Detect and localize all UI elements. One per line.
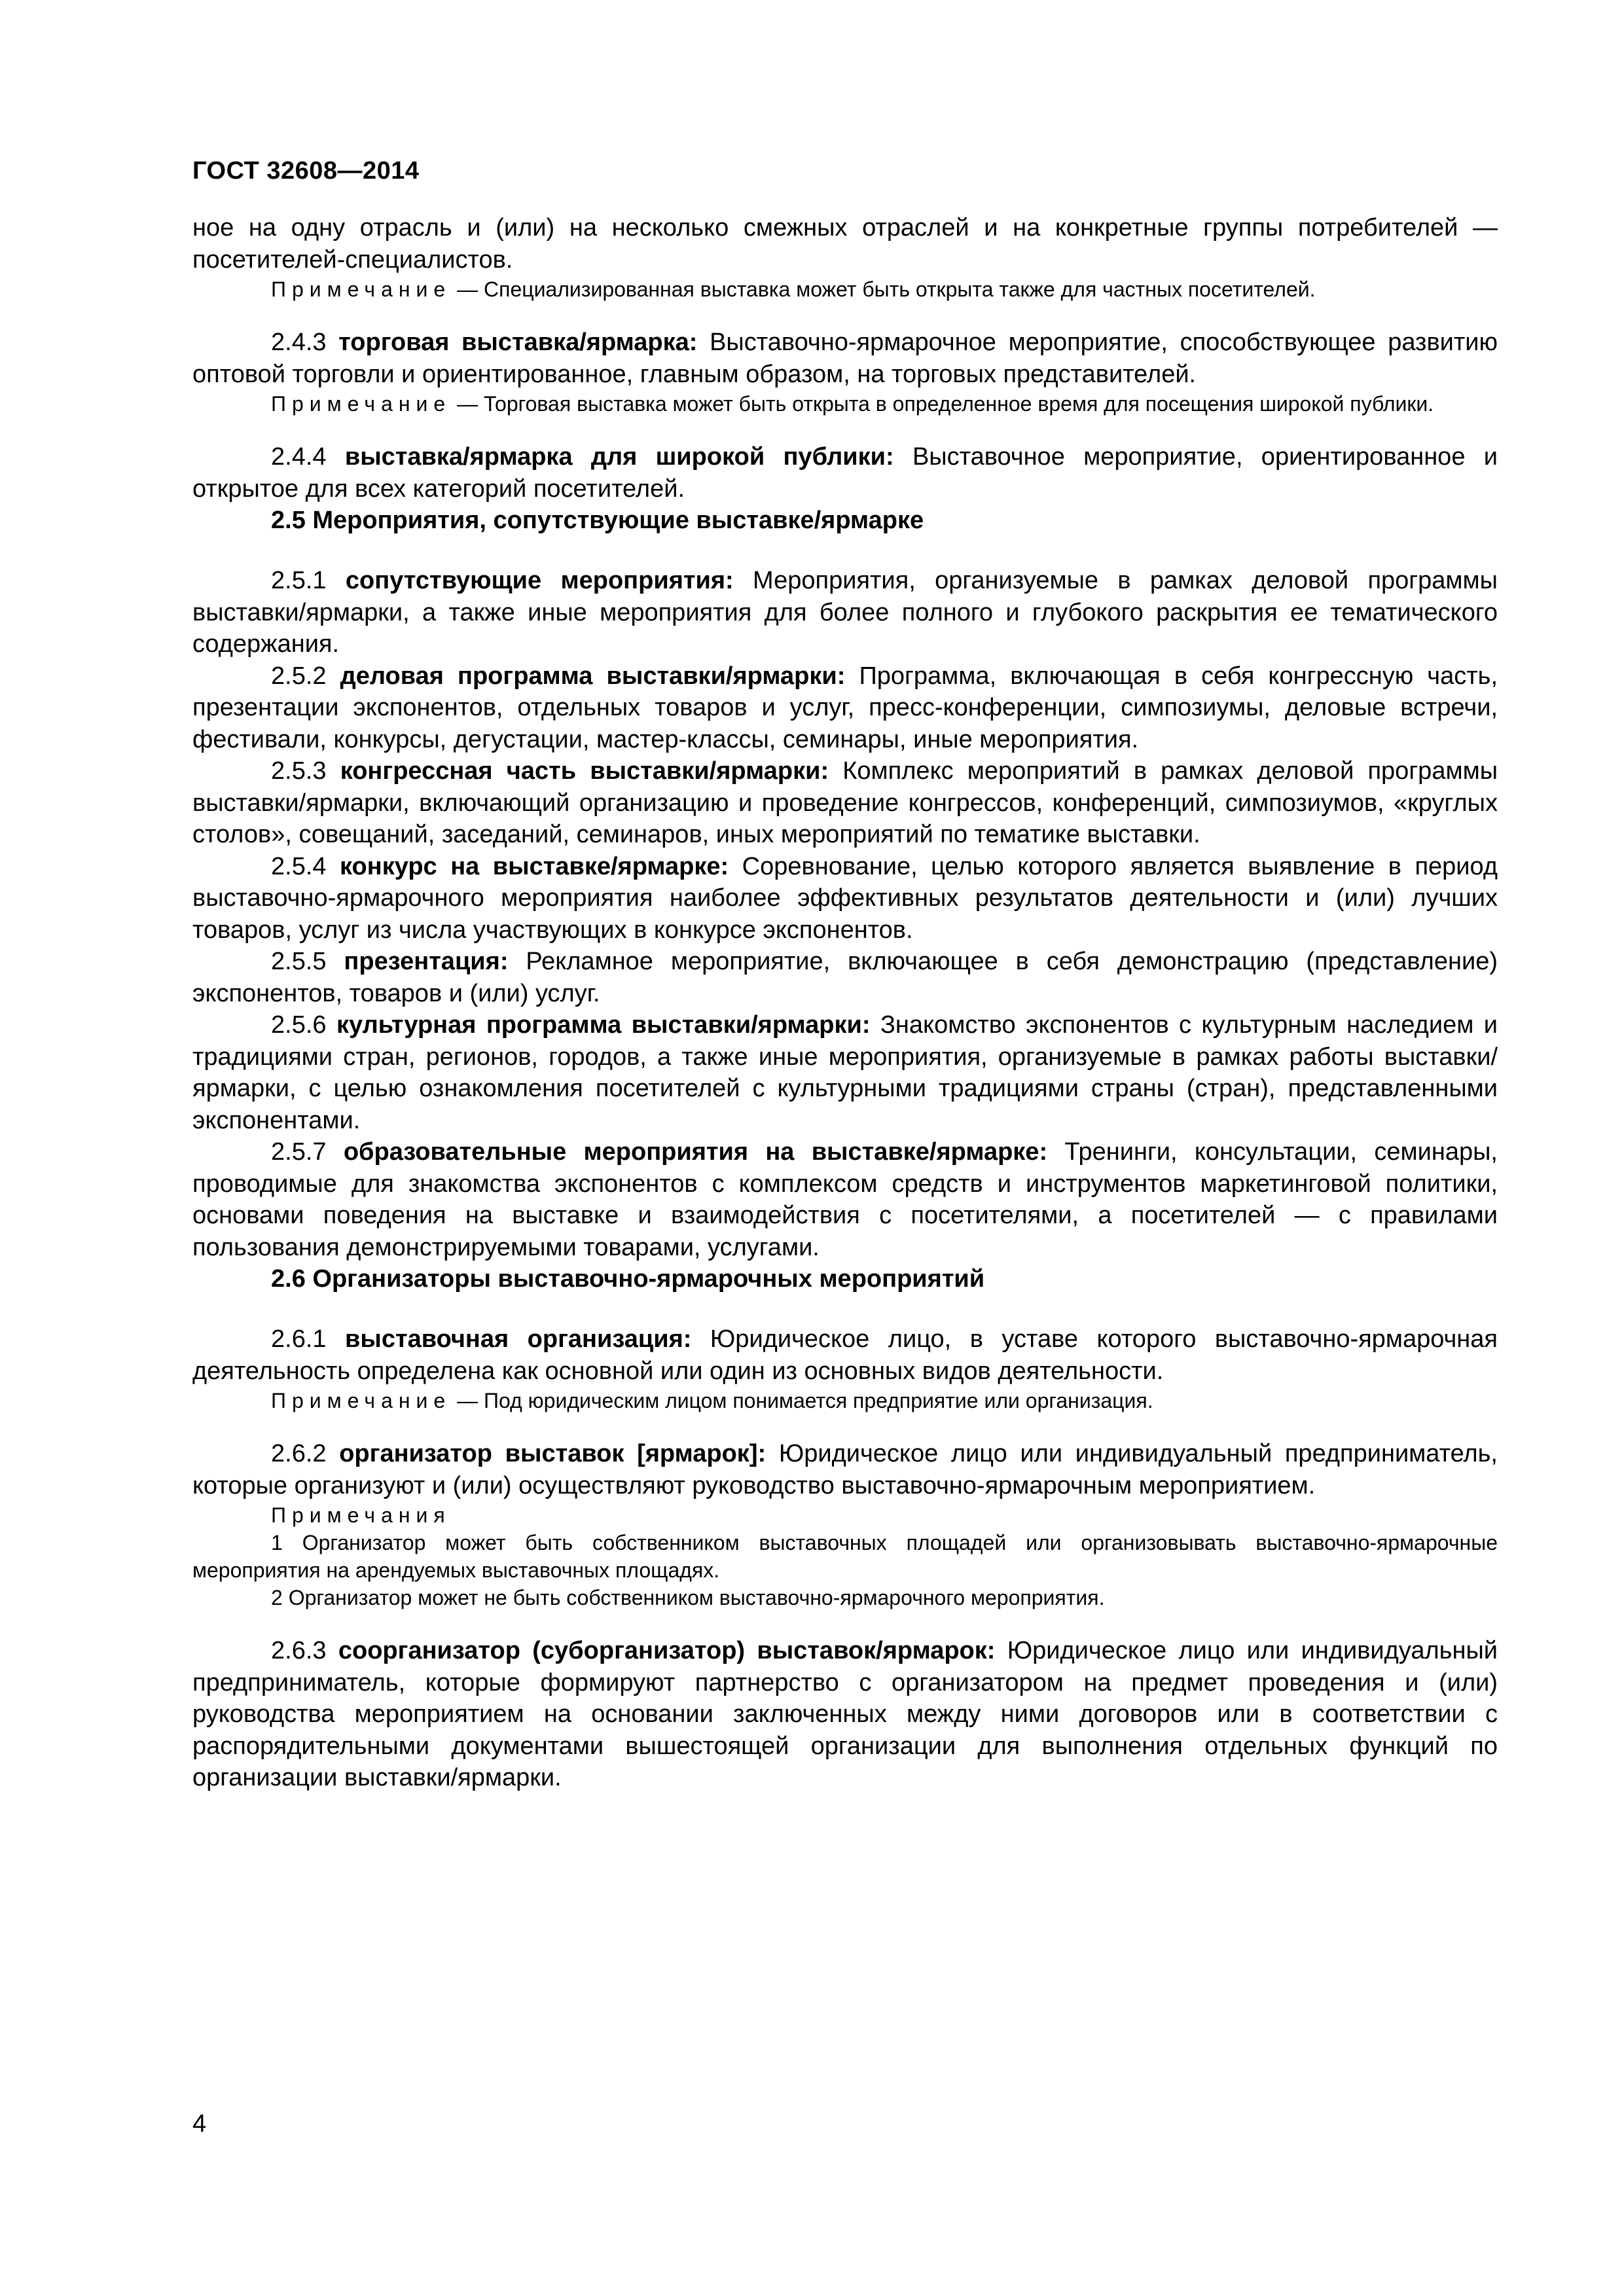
note-dash: —: [451, 278, 484, 301]
definition-text: Рекламное мероприятие, включающее в себя демонстрацию (представление) экспонентов, товаров и (или) услуг.: [192, 948, 1498, 1007]
note-trade-exhibition: [192, 390, 1498, 418]
definition-text: Тренинги, консультации, семинары, проводимые для знакомства экспонентов с комплексом средств и инструментов маркетинговой политики, основами поведения на выставке и взаимодействия с посетителями, а посетителей — с правилами пользования демонстрируемыми товарами, услугами.: [192, 1138, 1498, 1261]
page-number: 4: [192, 2110, 207, 2138]
note-text: Специализированная выставка может быть открыта также для частных посетителей.: [484, 278, 1316, 301]
definition-2-4-4: [192, 441, 1498, 505]
defined-term: сопутствующие мероприятия:: [345, 567, 734, 594]
definition-2-5-5: [192, 946, 1498, 1009]
definition-text: Юридическое лицо или индивидуальный предприниматель, которые формируют партнерство с организатором на предмет проведения и (или) руководства мероприятием на основании заключенных между ними договоров или в соответствии с распорядительными документами вышестоящей организации для выполнения отдельных функций по организации выставки/ярмарки.: [192, 1637, 1498, 1791]
definition-2-6-2: [192, 1438, 1498, 1501]
defined-term: организатор выставок [ярмарок]:: [339, 1440, 767, 1467]
clause-number: 2.4.4: [271, 443, 345, 471]
definition-text: Программа, включающая в себя конгрессную часть, презентации экспонентов, отдельных товаров и услуг, пресс-конференции, симпозиумы, деловые встречи, фестивали, конкурсы, дегустации, мастер-классы, семинары, иные мероприятия.: [192, 662, 1498, 753]
section-heading-2-6: 2.6 Организаторы выставочно-ярмарочных мероприятий: [271, 1265, 985, 1293]
definition-text: Знакомство экспонентов с культурным наследием и традициями стран, регионов, городов, а также иные мероприятия, организуемые в рамках работы выставки/ярмарки, с целью ознакомления посетителей с культурными традициями страны (стран), представленными экспонентами.: [192, 1011, 1498, 1134]
note-text: Торговая выставка может быть открыта в определенное время для посещения широкой публики.: [484, 392, 1434, 416]
definition-2-5-1: [192, 565, 1498, 660]
clause-number: 2.6.1: [271, 1325, 346, 1353]
note-text: Под юридическим лицом понимается предприятие или организация.: [484, 1389, 1153, 1412]
definition-text: Юридическое лицо или индивидуальный предприниматель, которые организуют и (или) осуществляют руководство выставочно-ярмарочным мероприятием.: [192, 1440, 1498, 1499]
standard-designation: ГОСТ 32608—2014: [192, 157, 420, 185]
definition-text: Комплекс мероприятий в рамках деловой программы выставки/ярмарки, включающий организацию и проведение конгрессов, конференций, симпозиумов, «круглых столов», совещаний, заседаний, семинаров, иных мероприятий по тематике выставки.: [192, 757, 1498, 848]
defined-term: образовательные мероприятия на выставке/ярмарке:: [343, 1138, 1048, 1166]
clause-number: 2.6.2: [271, 1440, 340, 1467]
clause-number: 2.5.5: [271, 948, 344, 975]
clause-number: 2.6.3: [271, 1637, 338, 1664]
clause-number: 2.5.7: [271, 1138, 344, 1166]
note-dash: —: [451, 392, 484, 416]
definition-text: Юридическое лицо, в уставе которого выставочно-ярмарочная деятельность определена как основной или один из основных видов деятельности.: [192, 1325, 1498, 1385]
clause-number: 2.5.3: [271, 757, 340, 785]
note-label: Примечание: [271, 1389, 452, 1412]
defined-term: выставочная организация:: [345, 1325, 692, 1353]
note-dash: —: [451, 1389, 484, 1412]
defined-term: соорганизатор (суборганизатор) выставок/ярмарок:: [338, 1637, 996, 1664]
clause-number: 2.4.3: [271, 329, 339, 356]
note-specialized-exhibition: [192, 276, 1498, 303]
note-item-1: 1 Организатор может быть собственником выставочных площадей или организовывать выставочно-ярмарочные мероприятия на арендуемых выставочных площадях.: [192, 1531, 1498, 1582]
defined-term: культурная программа выставки/ярмарки:: [336, 1011, 871, 1039]
section-heading-2-5: 2.5 Мероприятия, сопутствующие выставке/ярмарке: [271, 507, 924, 534]
definition-text: Выставочное мероприятие, ориентированное и открытое для всех категорий посетителей.: [192, 443, 1498, 503]
clause-number: 2.5.1: [271, 567, 346, 594]
notes-heading: Примечания: [271, 1503, 451, 1527]
definition-2-5-7: [192, 1136, 1498, 1263]
definition-2-4-3: [192, 327, 1498, 390]
definition-2-5-6: [192, 1009, 1498, 1136]
definition-text: Мероприятия, организуемые в рамках деловой программы выставки/ярмарки, а также иные мероприятия для более полного и глубокого раскрытия ее тематического содержания.: [192, 567, 1498, 658]
defined-term: конкурс на выставке/ярмарке:: [340, 852, 729, 880]
defined-term: торговая выставка/ярмарка:: [338, 329, 698, 356]
note-item-2: 2 Организатор может не быть собственником выставочно-ярмарочного мероприятия.: [271, 1586, 1105, 1609]
intro-paragraph: ное на одну отрасль и (или) на несколько смежных отраслей и на конкретные группы потребителей — посетителей-специалистов.: [192, 214, 1498, 274]
clause-number: 2.5.4: [271, 852, 340, 880]
note-label: Примечание: [271, 278, 452, 301]
definition-text: Соревнование, целью которого является выявление в период выставочно-ярмарочного мероприятия наиболее эффективных результатов деятельности и (или) лучших товаров, услуг из числа участвующих в конкурсе экспонентов.: [192, 852, 1498, 944]
defined-term: выставка/ярмарка для широкой публики:: [344, 443, 894, 471]
note-label: Примечание: [271, 392, 452, 416]
definition-2-6-1: [192, 1323, 1498, 1387]
defined-term: конгрессная часть выставки/ярмарки:: [340, 757, 829, 785]
clause-number: 2.5.2: [271, 662, 340, 690]
note-legal-entity: [192, 1387, 1498, 1414]
definition-text: Выставочно-ярмарочное мероприятие, способствующее развитию оптовой торговли и ориентированное, главным образом, на торговых представителей.: [192, 329, 1498, 388]
definition-2-6-3: [192, 1635, 1498, 1794]
definition-2-5-3: [192, 755, 1498, 851]
definition-2-5-2: [192, 660, 1498, 756]
clause-number: 2.5.6: [271, 1011, 336, 1039]
defined-term: деловая программа выставки/ярмарки:: [340, 662, 846, 690]
defined-term: презентация:: [344, 948, 509, 975]
definition-2-5-4: [192, 851, 1498, 946]
document-body: [192, 212, 1498, 1794]
